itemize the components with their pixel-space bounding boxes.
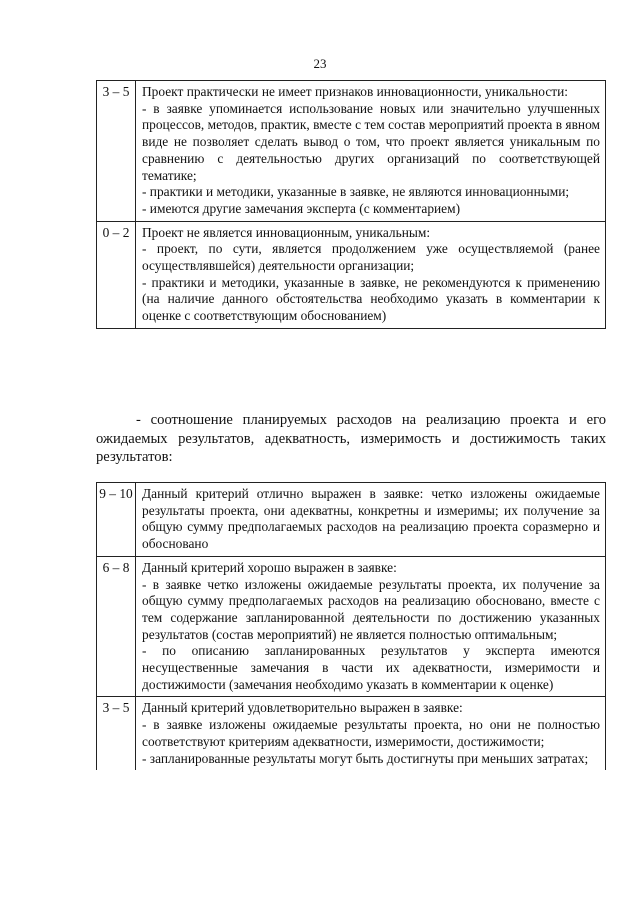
description-line: - запланированные результаты могут быть достигнуты при меньших затратах; (142, 750, 589, 766)
innovation-criteria-table (96, 80, 606, 329)
description-line: - проект, по сути, является продолжением уже осуществляемой (ранее осуществлявшейся) деятельности организации; (142, 241, 600, 274)
results-criteria-table (96, 482, 606, 770)
score-cell: 3 – 5 (97, 697, 136, 770)
table-row (97, 556, 606, 697)
table-row (97, 697, 606, 770)
table-row (97, 81, 606, 222)
description-line: Данный критерий удовлетворительно выражен в заявке: (142, 700, 463, 716)
description-line: - в заявке изложены ожидаемые результаты проекта, но они не полностью соответствуют критериям адекватности, измеримости, достижимости; (142, 717, 600, 749)
description-cell (136, 221, 606, 328)
description-line: Данный критерий хорошо выражен в заявке: (142, 559, 397, 575)
table-row (97, 221, 606, 328)
description-cell (136, 81, 606, 222)
score-cell: 9 – 10 (97, 483, 136, 557)
description-cell (136, 556, 606, 697)
score-cell: 0 – 2 (97, 221, 136, 328)
description-line: - в заявке четко изложены ожидаемые результаты проекта, их получение за общую сумму предполагаемых расходов на реализацию обосновано, вместе с тем содержание запланированной деятельности по достижению указанных результатов (состав мероприятий) не является полностью оптимальным; (142, 576, 600, 642)
description-line: Данный критерий отлично выражен в заявке: четко изложены ожидаемые результаты проекта, они адекватны, конкретны и измеримы; их получение за общую сумму предполагаемых расходов на реализацию проекта соразмерно и обосновано (142, 486, 600, 552)
description-cell (136, 697, 606, 770)
description-line: Проект не является инновационным, уникальным: (142, 224, 431, 240)
description-line: - имеются другие замечания эксперта (с комментарием) (142, 200, 461, 216)
score-cell: 3 – 5 (97, 81, 136, 222)
description-line: - практики и методики, указанные в заявке, не являются инновационными; (142, 184, 570, 200)
description-cell (136, 483, 606, 557)
description-line: - практики и методики, указанные в заявке, не рекомендуются к применению (на наличие данного обстоятельства необходимо указать в комментарии к оценке с соответствующим обоснованием) (142, 274, 600, 324)
page-number: 23 (313, 56, 327, 71)
section-paragraph: - соотношение планируемых расходов на реализацию проекта и его ожидаемых результатов, адекватность, измеримость и достижимость таких результатов: (96, 412, 606, 465)
description-line: - по описанию запланированных результатов у эксперта имеются несущественные замечания в части их адекватности, измеримости и достижимости (замечания необходимо указать в комментарии к оценке) (142, 643, 600, 692)
score-cell: 6 – 8 (97, 556, 136, 697)
table-row (97, 483, 606, 557)
description-line: - в заявке упоминается использование новых или значительно улучшенных процессов, методов, практик, вместе с тем состав мероприятий проекта в явном виде не позволяет сделать вывод о том, что проект является уникальным по сравнению с деятельностью других организаций по соответствующей тематике; (142, 100, 600, 183)
description-line: Проект практически не имеет признаков инновационности, уникальности: (142, 84, 569, 99)
